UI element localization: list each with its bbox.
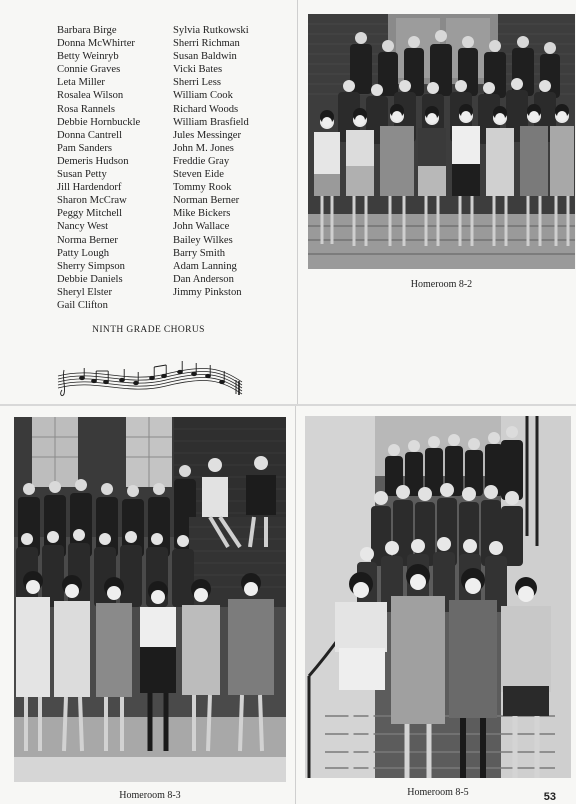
chorus-member-name: Vicki Bates	[173, 64, 223, 76]
chorus-member-name: Jimmy Pinkston	[173, 286, 242, 298]
chorus-member-name: Barry Smith	[173, 247, 226, 259]
divider-vertical-top	[297, 0, 298, 404]
page-number: 53	[543, 791, 556, 803]
chorus-member-name: Donna Cantrell	[57, 129, 123, 141]
chorus-names-left-column	[57, 24, 140, 312]
chorus-member-name: Norma Berner	[57, 234, 118, 246]
chorus-member-name: Sherri Less	[173, 77, 221, 89]
chorus-member-name: Pam Sanders	[57, 142, 113, 154]
chorus-member-name: Adam Lanning	[173, 260, 237, 272]
chorus-member-name: John Wallace	[173, 221, 230, 233]
homeroom-8-3-photo	[14, 417, 286, 782]
homeroom-8-2-photo	[308, 14, 575, 269]
chorus-member-name: Steven Eide	[173, 169, 224, 181]
chorus-member-name: William Cook	[173, 90, 233, 102]
chorus-member-name: Sherri Richman	[173, 38, 240, 50]
chorus-member-name: Susan Petty	[57, 169, 107, 181]
chorus-member-name: Freddie Gray	[173, 155, 230, 167]
chorus-member-name: Rosa Rannels	[57, 103, 115, 115]
chorus-member-name: Dan Anderson	[173, 273, 234, 285]
chorus-member-name: Jules Messinger	[173, 129, 241, 141]
chorus-names-right-column	[173, 24, 249, 299]
chorus-member-name: Jill Hardendorf	[57, 182, 122, 194]
chorus-member-name: Donna McWhirter	[57, 38, 135, 50]
divider-horizontal	[0, 404, 576, 406]
chorus-member-name: William Brasfield	[173, 116, 249, 128]
chorus-member-name: Richard Woods	[173, 103, 239, 115]
chorus-member-name: Susan Baldwin	[173, 51, 237, 63]
chorus-member-name: Norman Berner	[173, 195, 240, 207]
chorus-member-name: Barbara Birge	[57, 25, 117, 36]
chorus-member-name: Sylvia Rutkowski	[173, 25, 249, 36]
chorus-member-name: Nancy West	[57, 221, 109, 233]
music-staff-icon	[56, 354, 244, 402]
chorus-title: NINTH GRADE CHORUS	[92, 325, 205, 335]
homeroom-8-5-caption: Homeroom 8-5	[407, 787, 469, 798]
homeroom-8-5-photo	[305, 416, 571, 778]
chorus-member-name: Sheryl Elster	[57, 286, 113, 298]
chorus-member-name: Connie Graves	[57, 64, 121, 76]
chorus-member-name: John M. Jones	[173, 142, 234, 154]
chorus-member-name: Debbie Hornbuckle	[57, 116, 141, 128]
chorus-member-name: Betty Weinryb	[57, 51, 119, 63]
chorus-member-name: Sherry Simpson	[57, 260, 125, 272]
chorus-member-name: Demeris Hudson	[57, 155, 129, 167]
divider-vertical-bottom	[295, 406, 296, 804]
homeroom-8-3-caption: Homeroom 8-3	[119, 790, 181, 801]
chorus-member-name: Peggy Mitchell	[57, 208, 123, 220]
chorus-member-name: Sharon McCraw	[57, 195, 127, 207]
chorus-member-name: Rosalea Wilson	[57, 90, 124, 102]
chorus-member-name: Tommy Rook	[173, 182, 232, 194]
chorus-member-name: Mike Bickers	[173, 208, 231, 220]
chorus-member-name: Debbie Daniels	[57, 273, 123, 285]
homeroom-8-2-caption: Homeroom 8-2	[410, 279, 473, 290]
chorus-member-name: Gail Clifton	[57, 299, 108, 311]
chorus-member-name: Patty Lough	[57, 247, 110, 259]
chorus-member-name: Leta Miller	[57, 77, 105, 89]
chorus-member-name: Bailey Wilkes	[173, 234, 233, 246]
